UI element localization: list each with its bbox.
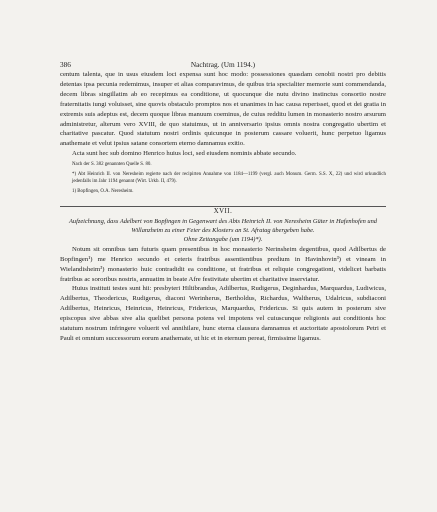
page-number: 386 [60,60,71,69]
footnote: *) Abt Heinrich II. von Neresheim regierte nach der recipirten Annahme von 1184—1199 (vergl. auch Monum. Germ. S.S. X, 22) und wird urkundlich jedenfalls im Jahr 1194 genannt (Wirt. Urkb. II, 479). [72,172,386,184]
body-paragraph: Huius instituti testes sunt hii: presbyteri Hiltibrandus, Adilbertus, Rudigerus, Deginhardus, Marquardus, Ludiwicus, Adilbertus, Theodericus, Rudigerus, diaconi Werinherus, Bertholdus, Richardus, Waltherus, Udalricus, subdiaconi Adilbertus, Heinricus, Heinricus, Heinricus, Fridericus, Marquardus, Fridericus. Si quis autem in posterum sive episcopus sive abbas sive alia quelibet persona potens vel impotens vel cuiuscunque religionis aut conditionis hoc statutum nostrum infringere voluerit vel annihilare, hunc eterna clausura damnamus et auctoritate apostolorum Petri et Pauli et omnium successorum eorum anathemate, ut hic et in eternum pereat, firmissime ligamus. [60,285,386,342]
running-title: Nachtrag. (Um 1194.) [190,60,256,69]
document-title: Aufzeichnung, dass Adelbert von Bopfingen in Gegenwart des Abts Heinrich II. von Neresheim Güter in Hafenhofen und Willanzheim zu einer Feier des Klosters an St. Afratag übergeben habe. [68,217,377,234]
source-reference: Nach der S. 382 genannten Quelle S. 80. [72,162,152,168]
body-paragraph: centum talenta, que in usus eiusdem loci expensa sunt hoc modo: possessiones quasdam cenobii nostri pro debitis detentas ipsa pecunia redemimus, insuper et alias comparavimus, de quibus tria specialiter memorie sunt commendanda, decem libras singillatim ab eo recepimus ea conditione, ut quocunque die nutu divino instinctus consortio nostre fraternitatis iungi voluisset, sine quovis obstaculo promptos nos et unanimes in hac causa reperisset, quod et dei gratia in extremis suis adeptus est, decem quoque libras manuum coeminus, de cuius redditu lumen in monasterio nostro arsurum administretur, alterum vero XVIII, de quo statuimus, ut in anniversario ipsius omnis nostra congregatio ubertim et charitative pascatur. Quod statutum nostri ordinis quicunque in posterum cassare voluerit, hunc perpetuo ligamus anathemate et velut ipsius satane consortem eterno damnamus exitio. [60,71,386,148]
document-date: Ohne Zeitangabe (um 1194)*). [183,235,263,243]
body-paragraph: Acta sunt hec sub domino Henrico huius loci, sed eiusdem nominis abbate secundo. [72,150,297,158]
page-body [60,70,386,344]
footnote: 1) Bopfingen, O.A. Neresheim. [72,188,134,194]
document-number: XVII. [213,207,233,215]
body-paragraph: Notum sit omnibus tam futuris quam presentibus in hoc monasterio Nerinsheim degentibus, quod Adilbertus de Bopfingen¹) me Henrico secundo et ceteris fratribus assentientibus predium in Havinhovin³) et vineam in Wielandisheim³) monasterio huic contradidit ea conditione, ut fratribus et reliquie congregationi, videlicet barbatis fratribus ac sororibus nostris, annuatim in beate Afre festivitate ubertim et charitative inserviatur. [60,245,386,283]
